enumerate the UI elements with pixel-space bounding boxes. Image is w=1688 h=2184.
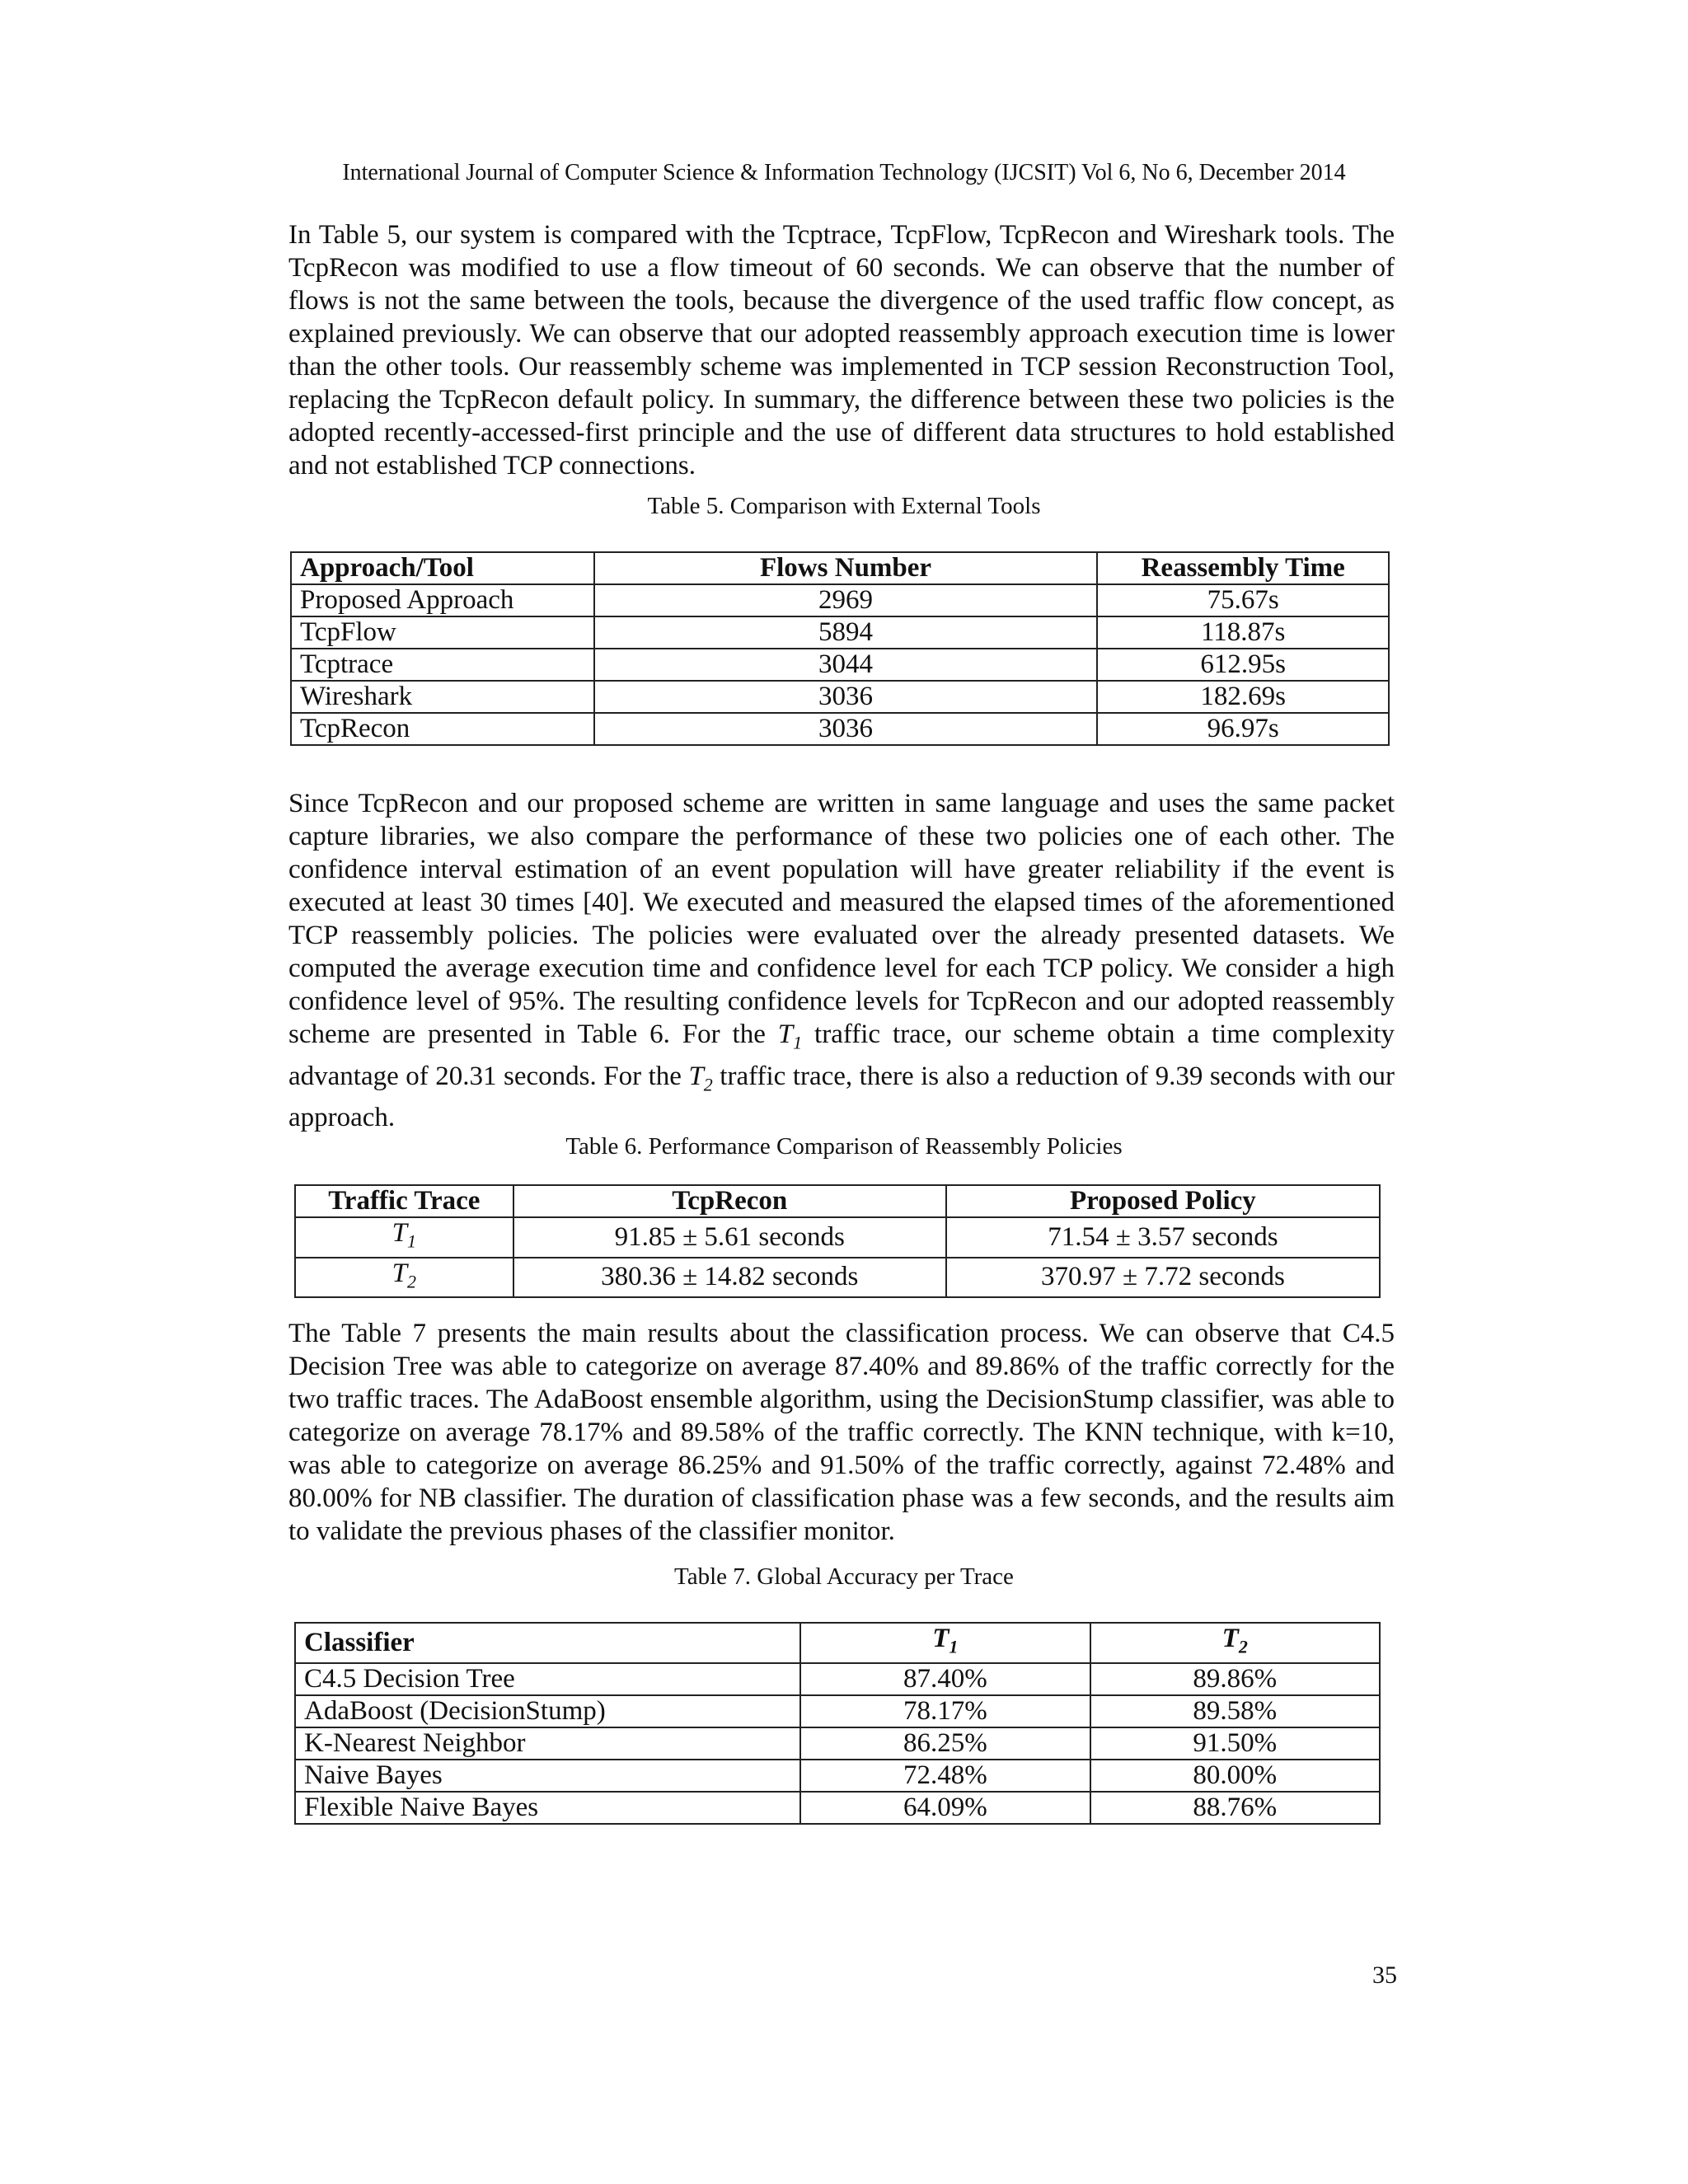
table-cell: 380.36 ± 14.82 seconds [513, 1258, 946, 1298]
table-row [295, 1217, 1380, 1258]
table-cell: Proposed Approach [291, 584, 594, 616]
table-row [295, 1258, 1380, 1298]
table7 [294, 1622, 1381, 1825]
paragraph-text: Since TcpRecon and our proposed scheme are written in same language and uses the same packet capture libraries, we also compare the performance of these two policies one of each other. The confidence interval estimation of an event population will have greater reliability if the event is executed at least 30 times [40]. We executed and measured the elapsed times of the aforementioned TCP reassembly policies. The policies were evaluated over the already presented datasets. We computed the average execution time and confidence level for each TCP policy. We consider a high confidence level of 95%. The resulting confidence levels for TcpRecon and our adopted reassembly scheme are presented in Table 6. For the [288, 789, 1395, 1049]
table-cell: 91.50% [1090, 1727, 1380, 1760]
table-header-cell: Classifier [295, 1623, 800, 1663]
table-cell: K-Nearest Neighbor [295, 1727, 800, 1760]
table-row [291, 649, 1389, 681]
table-cell: TcpFlow [291, 616, 594, 649]
table-header-cell: Proposed Policy [946, 1185, 1380, 1217]
table-cell: Tcptrace [291, 649, 594, 681]
table-row [295, 1727, 1380, 1760]
table-cell: Flexible Naive Bayes [295, 1792, 800, 1824]
table-header-cell: Reassembly Time [1097, 552, 1389, 584]
table-cell: 87.40% [800, 1663, 1090, 1695]
table-row [295, 1663, 1380, 1695]
table-cell: 5894 [594, 616, 1098, 649]
math-symbol-t2: $T_2$ [688, 1061, 713, 1095]
page-number: 35 [1372, 1961, 1397, 1989]
running-header: International Journal of Computer Science & Information Technology (IJCSIT) Vol 6, No 6, December 2014 [342, 160, 1346, 185]
table-cell: 3044 [594, 649, 1098, 681]
paragraph-table6-intro [288, 787, 1395, 1134]
table-header-cell: Approach/Tool [291, 552, 594, 584]
table-header-cell-t1: $T_1$ [800, 1623, 1090, 1663]
table-header-cell: Flows Number [594, 552, 1098, 584]
table-cell: 612.95s [1097, 649, 1389, 681]
paragraph-table5-intro: In Table 5, our system is compared with the Tcptrace, TcpFlow, TcpRecon and Wireshark tools. The TcpRecon was modified to use a flow timeout of 60 seconds. We can observe that the number of flows is not the same between the tools, because the divergence of the used traffic flow concept, as explained previously. We can observe that our adopted reassembly approach execution time is lower than the other tools. Our reassembly scheme was implemented in TCP session Reconstruction Tool, replacing the TcpRecon default policy. In summary, the difference between these two policies is the adopted recently-accessed-first principle and the use of different data structures to hold established and not established TCP connections. [288, 220, 1395, 480]
table5-caption: Table 5. Comparison with External Tools [647, 493, 1041, 519]
table-cell: 75.67s [1097, 584, 1389, 616]
table-cell: C4.5 Decision Tree [295, 1663, 800, 1695]
table-cell: 89.86% [1090, 1663, 1380, 1695]
table-cell: 118.87s [1097, 616, 1389, 649]
table-cell: TcpRecon [291, 713, 594, 745]
table-cell-trace: $T_1$ [295, 1217, 513, 1258]
table-cell: Naive Bayes [295, 1760, 800, 1792]
table-cell: 2969 [594, 584, 1098, 616]
table-row [291, 681, 1389, 713]
table-row [295, 1792, 1380, 1824]
table-cell: 64.09% [800, 1792, 1090, 1824]
table-cell: 370.97 ± 7.72 seconds [946, 1258, 1380, 1298]
table-cell: 3036 [594, 681, 1098, 713]
paragraph-table7-intro: The Table 7 presents the main results about the classification process. We can observe that C4.5 Decision Tree was able to categorize on average 87.40% and 89.86% of the traffic correctly for the two traffic traces. The AdaBoost ensemble algorithm, using the DecisionStump classifier, was able to categorize on average 78.17% and 89.58% of the traffic correctly. The KNN technique, with k=10, was able to categorize on average 86.25% and 91.50% of the traffic correctly, against 72.48% and 80.00% for NB classifier. The duration of classification phase was a few seconds, and the results aim to validate the previous phases of the classifier monitor. [288, 1319, 1395, 1546]
table-row [295, 1695, 1380, 1727]
table-row [295, 1760, 1380, 1792]
table6 [294, 1184, 1381, 1298]
table-cell: 182.69s [1097, 681, 1389, 713]
table-cell: 78.17% [800, 1695, 1090, 1727]
table-cell: 86.25% [800, 1727, 1090, 1760]
table-header-row [295, 1185, 1380, 1217]
table6-caption: Table 6. Performance Comparison of Reassembly Policies [565, 1133, 1123, 1160]
table-cell: 71.54 ± 3.57 seconds [946, 1217, 1380, 1258]
table-cell: Wireshark [291, 681, 594, 713]
table-header-cell: TcpRecon [513, 1185, 946, 1217]
table-cell: 89.58% [1090, 1695, 1380, 1727]
table-row [291, 616, 1389, 649]
table-header-row [295, 1623, 1380, 1663]
table-cell: AdaBoost (DecisionStump) [295, 1695, 800, 1727]
table-cell: 91.85 ± 5.61 seconds [513, 1217, 946, 1258]
table5 [290, 551, 1390, 746]
table-header-cell-t2: $T_2$ [1090, 1623, 1380, 1663]
math-symbol-t1: $T_1$ [777, 1019, 803, 1053]
paragraph-text: traffic trace, there is also a reduction of 9.39 seconds with our approach. [288, 1061, 1395, 1133]
table-cell: 96.97s [1097, 713, 1389, 745]
table-cell: 72.48% [800, 1760, 1090, 1792]
table-cell: 80.00% [1090, 1760, 1380, 1792]
table-cell: 3036 [594, 713, 1098, 745]
table-row [291, 713, 1389, 745]
table-row [291, 584, 1389, 616]
table-cell-trace: $T_2$ [295, 1258, 513, 1298]
table-header-cell: Traffic Trace [295, 1185, 513, 1217]
table-header-row [291, 552, 1389, 584]
table-cell: 88.76% [1090, 1792, 1380, 1824]
table7-caption: Table 7. Global Accuracy per Trace [674, 1563, 1014, 1590]
paragraph-text: traffic trace, our scheme obtain a time complexity advantage of 20.31 seconds. For the [288, 1019, 1395, 1091]
